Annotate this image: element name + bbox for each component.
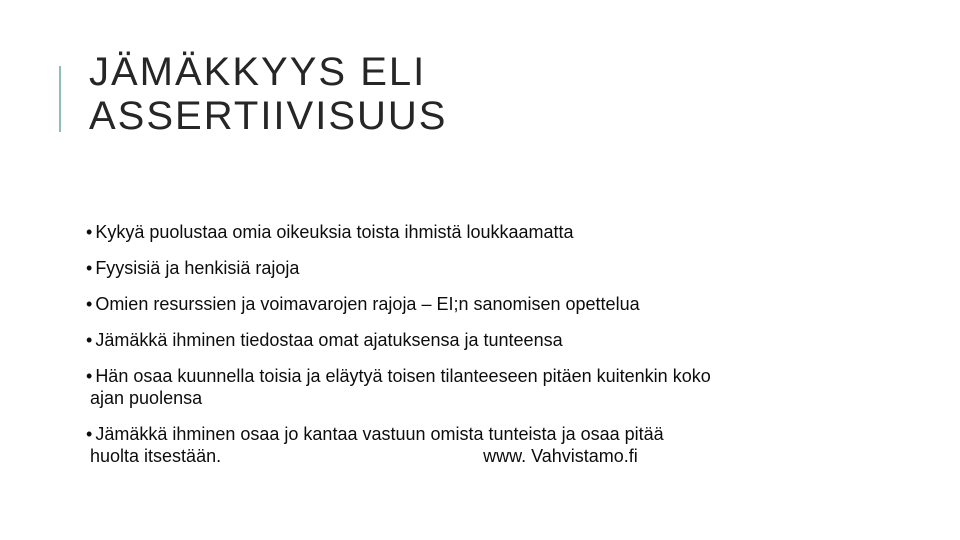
title-line-2: ASSERTIIVISUUS (89, 94, 448, 138)
list-item (86, 221, 886, 243)
bullet-text: Jämäkkä ihminen osaa jo kantaa vastuun omista tunteista ja osaa pitää (95, 424, 664, 444)
bullet-icon: • (86, 222, 93, 242)
bullet-icon: • (86, 294, 93, 314)
title-accent-bar (59, 66, 61, 132)
slide-title (89, 50, 447, 138)
bullet-text: Jämäkkä ihminen tiedostaa omat ajatuksensa ja tunteensa (95, 330, 563, 350)
list-item (86, 293, 886, 315)
bullet-text: Fyysisiä ja henkisiä rajoja (95, 258, 300, 278)
source-link-text: www. Vahvistamo.fi (483, 446, 638, 466)
bullet-icon: • (86, 366, 93, 386)
list-item (86, 365, 886, 409)
list-item (86, 329, 886, 351)
bullet-list (86, 221, 886, 481)
bullet-text: Kykyä puolustaa omia oikeuksia toista ihmistä loukkaamatta (95, 222, 574, 242)
list-item (86, 257, 886, 279)
list-item (86, 423, 886, 467)
bullet-icon: • (86, 330, 93, 350)
bullet-icon: • (86, 424, 93, 444)
bullet-continuation-text: huolta itsestään. (90, 446, 222, 466)
bullet-text: Hän osaa kuunnella toisia ja eläytyä toisen tilanteeseen pitäen kuitenkin koko (95, 366, 711, 386)
bullet-continuation: ajan puolensa (90, 388, 203, 408)
bullet-text: Omien resurssien ja voimavarojen rajoja – EI;n sanomisen opettelua (95, 294, 640, 314)
title-line-1: JÄMÄKKYYS ELI (89, 50, 427, 94)
bullet-icon: • (86, 258, 93, 278)
bullet-continuation (86, 445, 886, 467)
